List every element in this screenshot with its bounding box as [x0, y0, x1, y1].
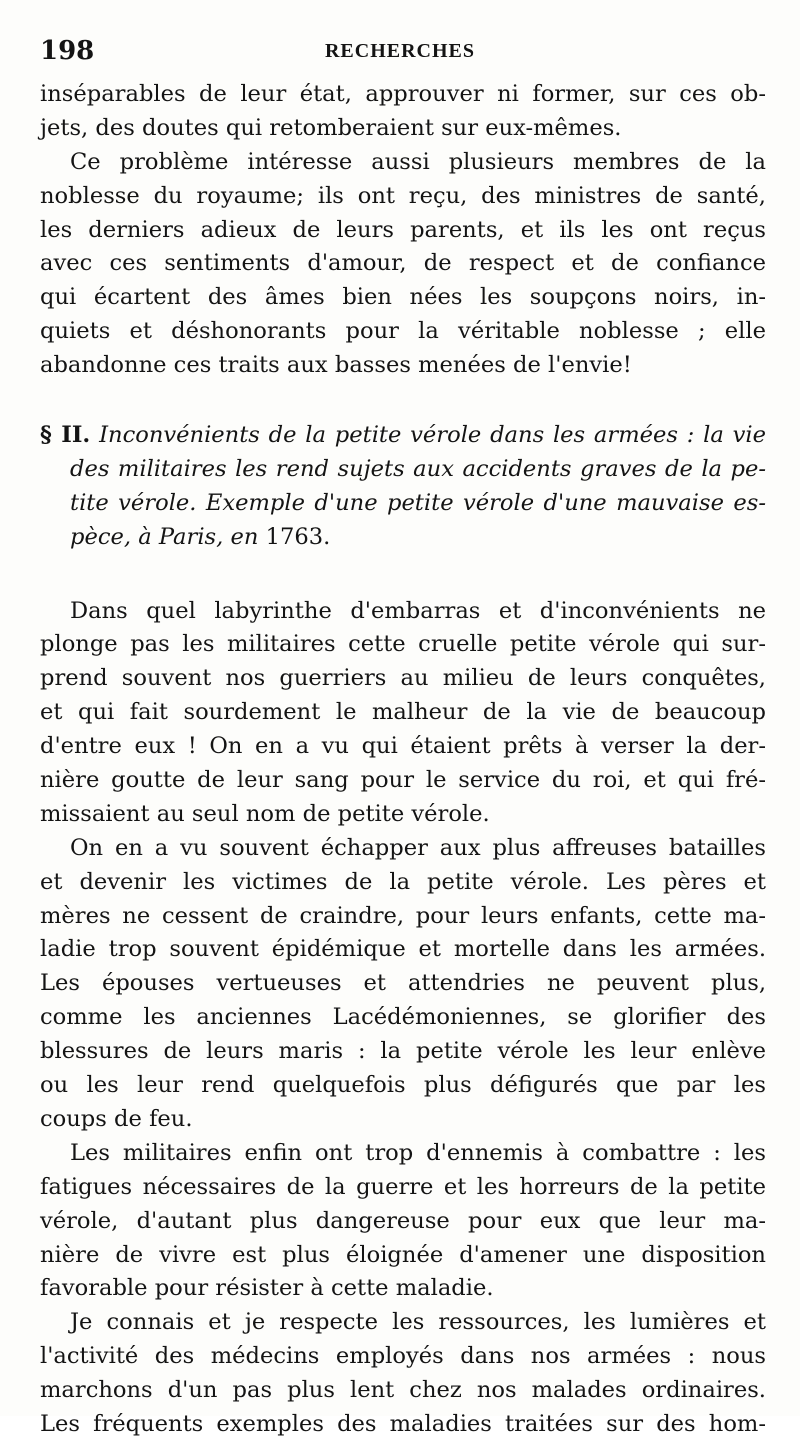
page-number: 198 [40, 36, 95, 66]
text-line: marchons d'un pas plus lent chez nos malades ordinaires. [40, 1377, 766, 1404]
text-line: Je connais et je respecte les ressources, les lumières et [70, 1309, 766, 1336]
section-heading [40, 419, 766, 555]
paragraph-1 [40, 78, 766, 146]
section-title-line: Inconvénients de la petite vérole dans les armées : la vie [99, 422, 767, 449]
text-line: l'activité des médecins employés dans nos armées : nous [40, 1343, 766, 1370]
section-title-line: tite vérole. Exemple d'une petite vérole d'une mauvaise es- [70, 489, 766, 516]
text-line: coups de feu. [40, 1105, 193, 1132]
paragraph-6 [40, 1306, 766, 1442]
section-year: 1763. [265, 523, 331, 550]
text-line: Les fréquents exemples des maladies traitées sur des hom- [40, 1410, 766, 1437]
text-line: plonge pas les militaires cette cruelle petite vérole qui sur- [40, 631, 766, 658]
body-text [40, 78, 766, 1442]
paragraph-4 [40, 832, 766, 1137]
text-line: Dans quel labyrinthe d'embarras et d'inconvénients ne [70, 597, 766, 624]
running-title: RECHERCHES [324, 40, 476, 62]
text-line: Ce problème intéresse aussi plusieurs membres de la [70, 148, 766, 175]
text-line: comme les anciennes Lacédémoniennes, se glorifier des [40, 1004, 766, 1031]
text-line: blessures de leurs maris : la petite vérole les leur enlève [40, 1038, 766, 1065]
text-line: fatigues nécessaires de la guerre et les horreurs de la petite [40, 1173, 766, 1200]
text-line: avec ces sentiments d'amour, de respect et de confiance [40, 250, 766, 277]
paragraph-3 [40, 595, 766, 832]
section-title-line: pèce, à Paris, en [70, 523, 259, 550]
text-line: ou les leur rend quelquefois plus défigurés que par les [40, 1072, 766, 1099]
text-line: et qui fait sourdement le malheur de la vie de beaucoup [40, 699, 766, 726]
section-number: § II. [40, 422, 91, 449]
text-line: Les épouses vertueuses et attendries ne peuvent plus, [40, 970, 766, 997]
text-line: On en a vu souvent échapper aux plus affreuses batailles [70, 834, 766, 861]
text-line: prend souvent nos guerriers au milieu de leurs conquêtes, [40, 665, 766, 692]
text-line: Les militaires enfin ont trop d'ennemis à combattre : les [70, 1139, 766, 1166]
text-line: inséparables de leur état, approuver ni former, sur ces ob- [40, 81, 766, 107]
text-line: ladie trop souvent épidémique et mortelle dans les armées. [40, 936, 766, 963]
text-line: nière goutte de leur sang pour le service du roi, et qui fré- [40, 767, 766, 794]
text-line: abandonne ces traits aux basses menées de l'envie! [40, 352, 632, 379]
text-line: noblesse du royaume; ils ont reçu, des ministres de santé, [40, 182, 766, 209]
paragraph-5 [40, 1137, 766, 1306]
text-line: et devenir les victimes de la petite vérole. Les pères et [40, 868, 766, 895]
text-line: quiets et déshonorants pour la véritable noblesse ; elle [40, 318, 766, 345]
text-line: missaient au seul nom de petite vérole. [40, 800, 490, 827]
section-title-line: des militaires les rend sujets aux accidents graves de la pe- [70, 455, 766, 482]
text-line: favorable pour résister à cette maladie. [40, 1275, 494, 1302]
text-line: qui écartent des âmes bien nées les soupçons noirs, in- [40, 284, 766, 311]
text-line: les derniers adieux de leurs parents, et ils les ont reçus [40, 216, 766, 243]
text-line: mères ne cessent de craindre, pour leurs enfants, cette ma- [40, 902, 766, 929]
running-head [40, 36, 760, 70]
text-line: d'entre eux ! On en a vu qui étaient prêts à verser la der- [40, 733, 766, 760]
text-line: jets, des doutes qui retomberaient sur eux-mêmes. [40, 114, 622, 141]
text-line: nière de vivre est plus éloignée d'amener une disposition [40, 1241, 766, 1268]
text-line: vérole, d'autant plus dangereuse pour eux que leur ma- [40, 1207, 766, 1234]
paragraph-2 [40, 146, 766, 383]
